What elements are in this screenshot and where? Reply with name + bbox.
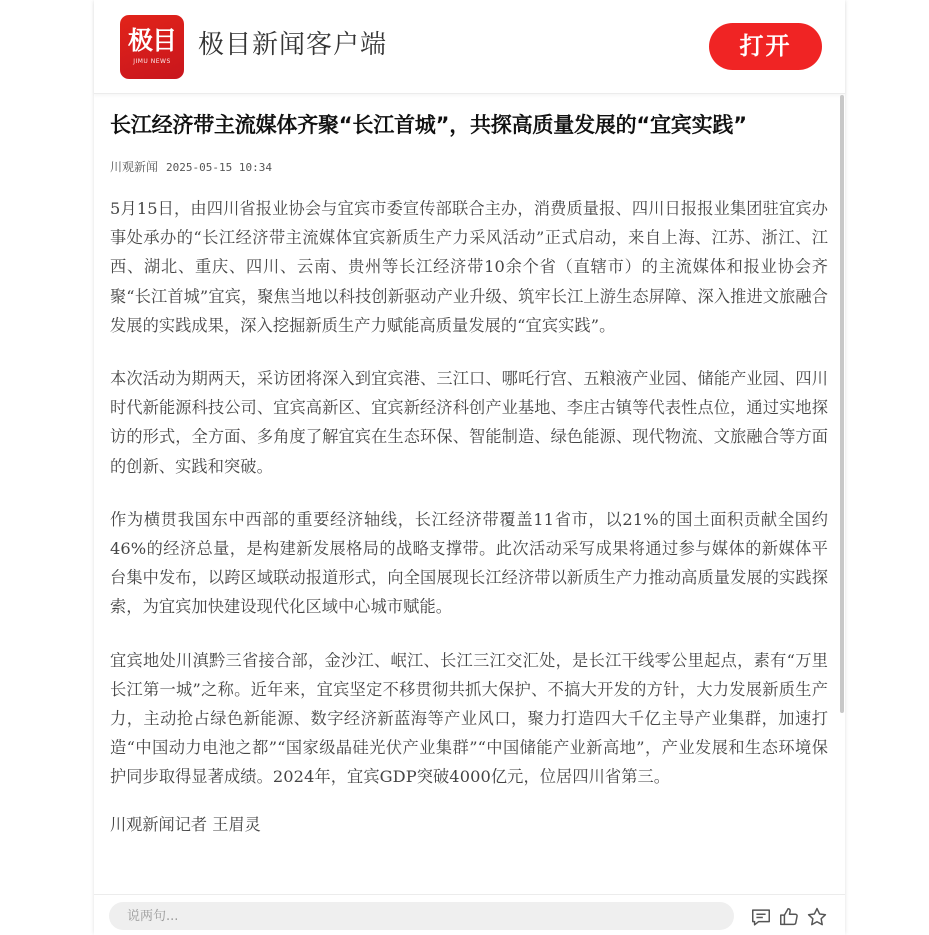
article-byline: 川观新闻记者 王眉灵 <box>110 814 261 834</box>
article-paragraph: 作为横贯我国东中西部的重要经济轴线，长江经济带覆盖11省市，以21%的国土面积贡献全国约46%的经济总量，是构建新发展格局的战略支撑带。此次活动采写成果将通过参与媒体的新媒体平台集中发布，以跨区域联动报道形式，向全国展现长江经济带以新质生产力推动高质量发展的实践探索，为宜宾加快建设现代化区域中心城市赋能。 <box>110 509 828 617</box>
app-name: 极目新闻客户端 <box>198 30 388 60</box>
article-source: 川观新闻 <box>110 160 159 174</box>
article-paragraph: 本次活动为期两天，采访团将深入到宜宾港、三江口、哪吒行宫、五粮液产业园、储能产业园、四川时代新能源科技公司、宜宾高新区、宜宾新经济科创产业基地、李庄古镇等代表性点位，通过实地探访的形式，全方面、多角度了解宜宾在生态环保、智能制造、绿色能源、现代物流、文旅融合等方面的创新、实践和突破。 <box>110 369 828 476</box>
article-body <box>110 108 828 839</box>
article-page <box>94 0 845 934</box>
comment-bar <box>94 894 845 935</box>
comment-icon[interactable] <box>750 906 772 928</box>
favorite-icon[interactable] <box>806 906 828 928</box>
scrollbar-thumb[interactable] <box>840 95 844 713</box>
logo-text: 极目 <box>127 26 176 55</box>
comment-input[interactable] <box>109 902 734 930</box>
article-paragraph: 5月15日，由四川省报业协会与宜宾市委宣传部联合主办，消费质量报、四川日报报业集团驻宜宾办事处承办的“长江经济带主流媒体宜宾新质生产力采风活动”正式启动，来自上海、江苏、浙江、江西、湖北、重庆、四川、云南、贵州等长江经济带10余个省（直辖市）的主流媒体和报业协会齐聚“长江首城”宜宾，聚焦当地以科技创新驱动产业升级、筑牢长江上游生态屏障、深入推进文旅融合发展的实践成果，深入挖掘新质生产力赋能高质量发展的“宜宾实践”。 <box>110 199 828 335</box>
open-app-button[interactable]: 打开 <box>709 23 822 70</box>
article-datetime: 2025-05-15 10:34 <box>166 161 272 174</box>
logo-subtext: JIMU NEWS <box>133 58 171 65</box>
like-icon[interactable] <box>778 906 800 928</box>
jimu-news-logo <box>120 15 184 79</box>
article-title: 长江经济带主流媒体齐聚“长江首城”，共探高质量发展的“宜宾实践” <box>110 113 747 137</box>
article-paragraph: 宜宾地处川滇黔三省接合部，金沙江、岷江、长江三江交汇处，是长江干线零公里起点，素有“万里长江第一城”之称。近年来，宜宾坚定不移贯彻共抓大保护、不搞大开发的方针，大力发展新质生产力，主动抢占绿色新能源、数字经济新蓝海等产业风口，聚力打造四大千亿主导产业集群，加速打造“中国动力电池之都”“国家级晶硅光伏产业集群”“中国储能产业新高地”，产业发展和生态环境保护同步取得显著成绩。2024年，宜宾GDP突破4000亿元，位居四川省第三。 <box>110 650 828 787</box>
app-download-banner <box>94 0 845 94</box>
article-meta <box>110 159 828 176</box>
